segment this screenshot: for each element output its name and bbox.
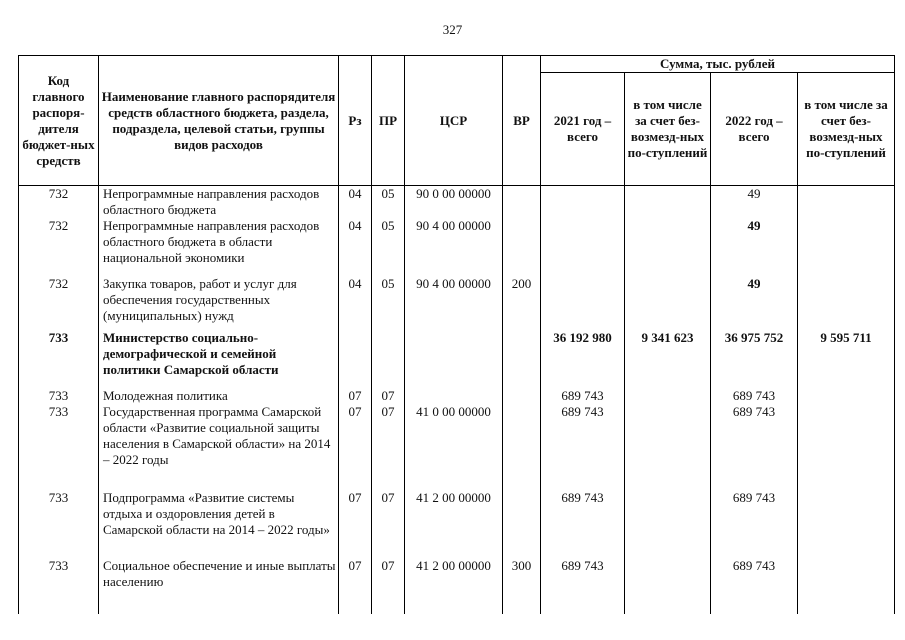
cell-code: 733 [19, 490, 99, 558]
cell-name: Социальное обеспечение и иные выплаты населению [99, 558, 339, 614]
cell-code: 732 [19, 276, 99, 330]
table-row [19, 404, 895, 490]
cell-code: 732 [19, 218, 99, 276]
cell-sum-2022: 689 743 [711, 388, 798, 404]
cell-sum-2021: 36 192 980 [541, 330, 625, 388]
cell-rz: 04 [339, 218, 372, 276]
cell-grants-2021 [625, 388, 711, 404]
cell-sum-2021: 689 743 [541, 404, 625, 490]
cell-name: Непрограммные направления расходов областного бюджета [99, 186, 339, 219]
table-row [19, 186, 895, 219]
header-name: Наименование главного распорядителя средств областного бюджета, раздела, подраздела, целевой статьи, группы видов расходов [99, 56, 339, 186]
cell-grants-2021 [625, 276, 711, 330]
cell-name: Министерство социально-демографической и семейной политики Самарской области [99, 330, 339, 388]
cell-sum-2021 [541, 276, 625, 330]
cell-grants-2021 [625, 490, 711, 558]
header-csr: ЦСР [405, 56, 503, 186]
table-row [19, 388, 895, 404]
cell-rz: 07 [339, 558, 372, 614]
cell-code: 733 [19, 330, 99, 388]
cell-sum-2021 [541, 218, 625, 276]
cell-pr: 07 [372, 558, 405, 614]
cell-code: 733 [19, 558, 99, 614]
cell-vr: 200 [503, 276, 541, 330]
cell-sum-2022: 49 [711, 276, 798, 330]
cell-sum-2022: 49 [711, 186, 798, 219]
cell-rz: 04 [339, 276, 372, 330]
cell-grants-2022: 9 595 711 [798, 330, 895, 388]
cell-grants-2022 [798, 558, 895, 614]
cell-name: Подпрограмма «Развитие системы отдыха и оздоровления детей в Самарской области на 2014 – 2022 годы» [99, 490, 339, 558]
header-2022-grants: в том числе за счет без-возмезд-ных по-ступлений [798, 73, 895, 186]
cell-code: 733 [19, 388, 99, 404]
cell-grants-2022 [798, 276, 895, 330]
header-code: Код главного распоря-дителя бюджет-ных средств [19, 56, 99, 186]
table-row [19, 330, 895, 388]
cell-pr: 07 [372, 388, 405, 404]
cell-rz [339, 330, 372, 388]
table-row [19, 558, 895, 614]
cell-grants-2021 [625, 404, 711, 490]
cell-grants-2021: 9 341 623 [625, 330, 711, 388]
cell-csr: 41 2 00 00000 [405, 558, 503, 614]
cell-name: Непрограммные направления расходов областного бюджета в области национальной экономики [99, 218, 339, 276]
cell-sum-2021: 689 743 [541, 558, 625, 614]
cell-grants-2022 [798, 186, 895, 219]
cell-rz: 07 [339, 388, 372, 404]
cell-csr: 41 0 00 00000 [405, 404, 503, 490]
page-number: 327 [442, 22, 463, 37]
cell-grants-2022 [798, 218, 895, 276]
cell-name: Закупка товаров, работ и услуг для обеспечения государственных (муниципальных) нужд [99, 276, 339, 330]
cell-vr: 300 [503, 558, 541, 614]
table-row [19, 276, 895, 330]
cell-vr [503, 388, 541, 404]
cell-vr [503, 186, 541, 219]
cell-pr: 05 [372, 276, 405, 330]
cell-pr: 07 [372, 404, 405, 490]
table-row [19, 490, 895, 558]
cell-csr: 90 4 00 00000 [405, 218, 503, 276]
cell-grants-2022 [798, 388, 895, 404]
cell-rz: 04 [339, 186, 372, 219]
cell-vr [503, 218, 541, 276]
cell-csr [405, 330, 503, 388]
cell-code: 733 [19, 404, 99, 490]
header-2022-total: 2022 год – всего [711, 73, 798, 186]
budget-table [18, 55, 895, 614]
cell-rz: 07 [339, 490, 372, 558]
header-rz: Рз [339, 56, 372, 186]
cell-sum-2022: 689 743 [711, 404, 798, 490]
cell-pr: 05 [372, 218, 405, 276]
cell-name: Молодежная политика [99, 388, 339, 404]
cell-pr [372, 330, 405, 388]
cell-vr [503, 490, 541, 558]
cell-rz: 07 [339, 404, 372, 490]
header-pr: ПР [372, 56, 405, 186]
cell-csr: 90 4 00 00000 [405, 276, 503, 330]
cell-sum-2021: 689 743 [541, 490, 625, 558]
header-vr: ВР [503, 56, 541, 186]
cell-grants-2022 [798, 404, 895, 490]
table-row [19, 218, 895, 276]
cell-pr: 05 [372, 186, 405, 219]
cell-sum-2022: 689 743 [711, 558, 798, 614]
cell-csr: 41 2 00 00000 [405, 490, 503, 558]
cell-name: Государственная программа Самарской области «Развитие социальной защиты населения в Самарской области» на 2014 – 2022 годы [99, 404, 339, 490]
cell-grants-2021 [625, 186, 711, 219]
header-2021-grants: в том числе за счет без-возмезд-ных по-ступлений [625, 73, 711, 186]
header-sum: Сумма, тыс. рублей [541, 56, 895, 73]
cell-sum-2022: 49 [711, 218, 798, 276]
cell-sum-2022: 689 743 [711, 490, 798, 558]
cell-grants-2021 [625, 218, 711, 276]
cell-grants-2021 [625, 558, 711, 614]
cell-sum-2022: 36 975 752 [711, 330, 798, 388]
cell-sum-2021 [541, 186, 625, 219]
cell-pr: 07 [372, 490, 405, 558]
cell-sum-2021: 689 743 [541, 388, 625, 404]
cell-vr [503, 330, 541, 388]
header-2021-total: 2021 год – всего [541, 73, 625, 186]
cell-csr: 90 0 00 00000 [405, 186, 503, 219]
cell-csr [405, 388, 503, 404]
cell-vr [503, 404, 541, 490]
cell-code: 732 [19, 186, 99, 219]
cell-grants-2022 [798, 490, 895, 558]
